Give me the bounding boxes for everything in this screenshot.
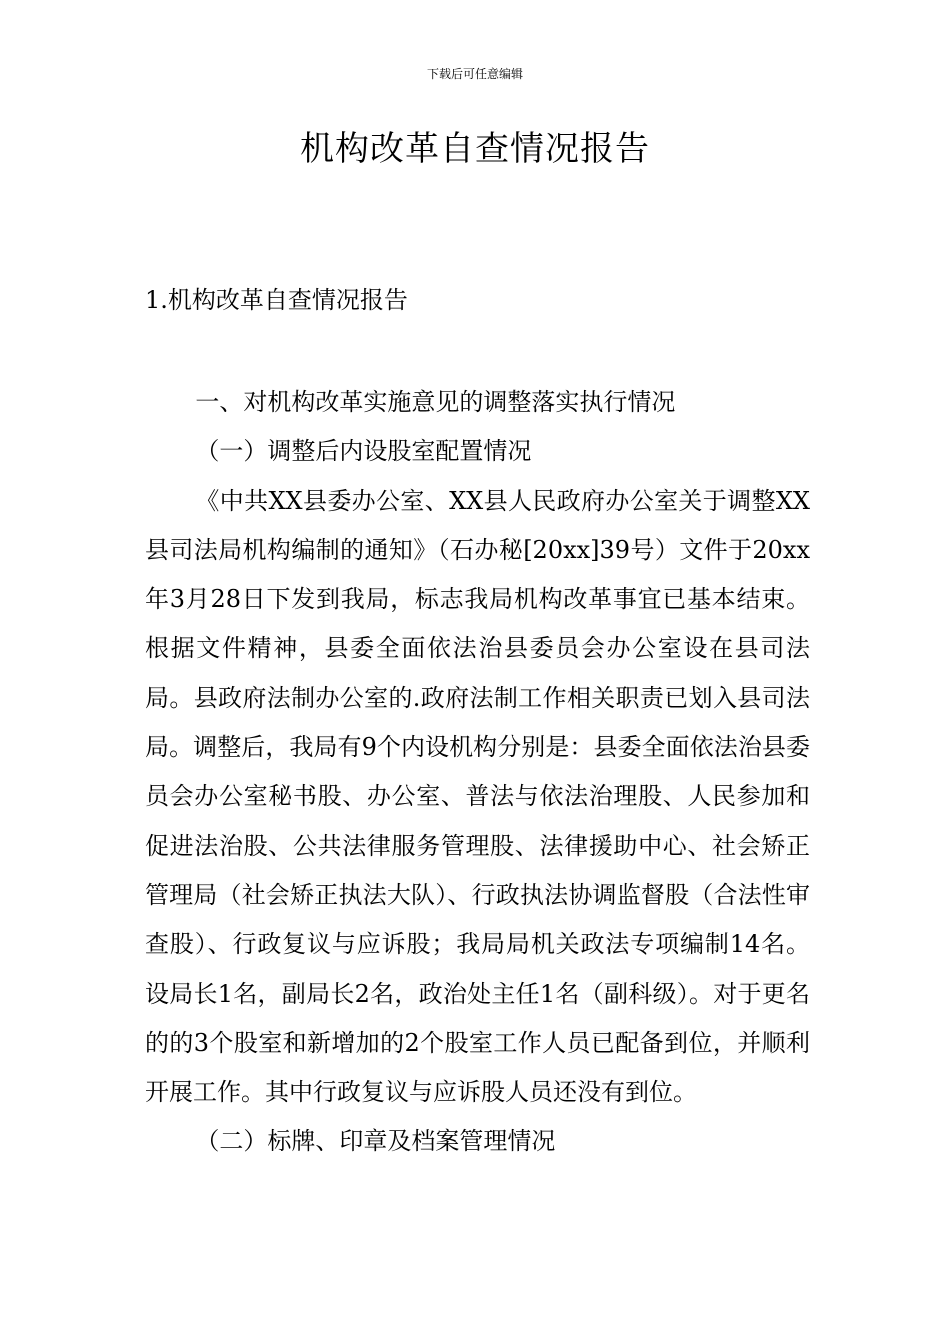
subsection-heading: （一）调整后内设股室配置情况: [195, 437, 532, 466]
document-subtitle: 1.机构改革自查情况报告: [145, 286, 408, 314]
section-heading: 一、对机构改革实施意见的调整落实执行情况: [195, 388, 676, 416]
body-paragraph: 《中共XX县委办公室、XX县人民政府办公室关于调整XX县司法局机构编制的通知》（石办秘[20xx]39号）文件于20xx年3月28日下发到我局，标志我局机构改革事宜已基本结束。根据文件精神，县委全面依法治县委员会办公室设在县司法局。县政府法制办公室的.政府法制工作相关职责已划入县司法局。调整后，我局有9个内设机构分别是：县委全面依法治县委员会办公室秘书股、办公室、普法与依法治理股、人民参加和促进法治股、公共法律服务管理股、法律援助中心、社会矫正管理局（社会矫正执法大队）、行政执法协调监督股（合法性审查股）、行政复议与应诉股；我局局机关政法专项编制14名。设局长1名，副局长2名，政治处主任1名（副科级）。对于更名的的3个股室和新增加的2个股室工作人员已配备到位，并顺利开展工作。其中行政复议与应诉股人员还没有到位。: [145, 486, 810, 1107]
document-title: 机构改革自查情况报告: [300, 129, 650, 169]
header-note: 下载后可任意编辑: [426, 67, 523, 81]
document-body: [145, 378, 810, 1167]
subsection-heading: （二）标牌、印章及档案管理情况: [195, 1127, 556, 1156]
